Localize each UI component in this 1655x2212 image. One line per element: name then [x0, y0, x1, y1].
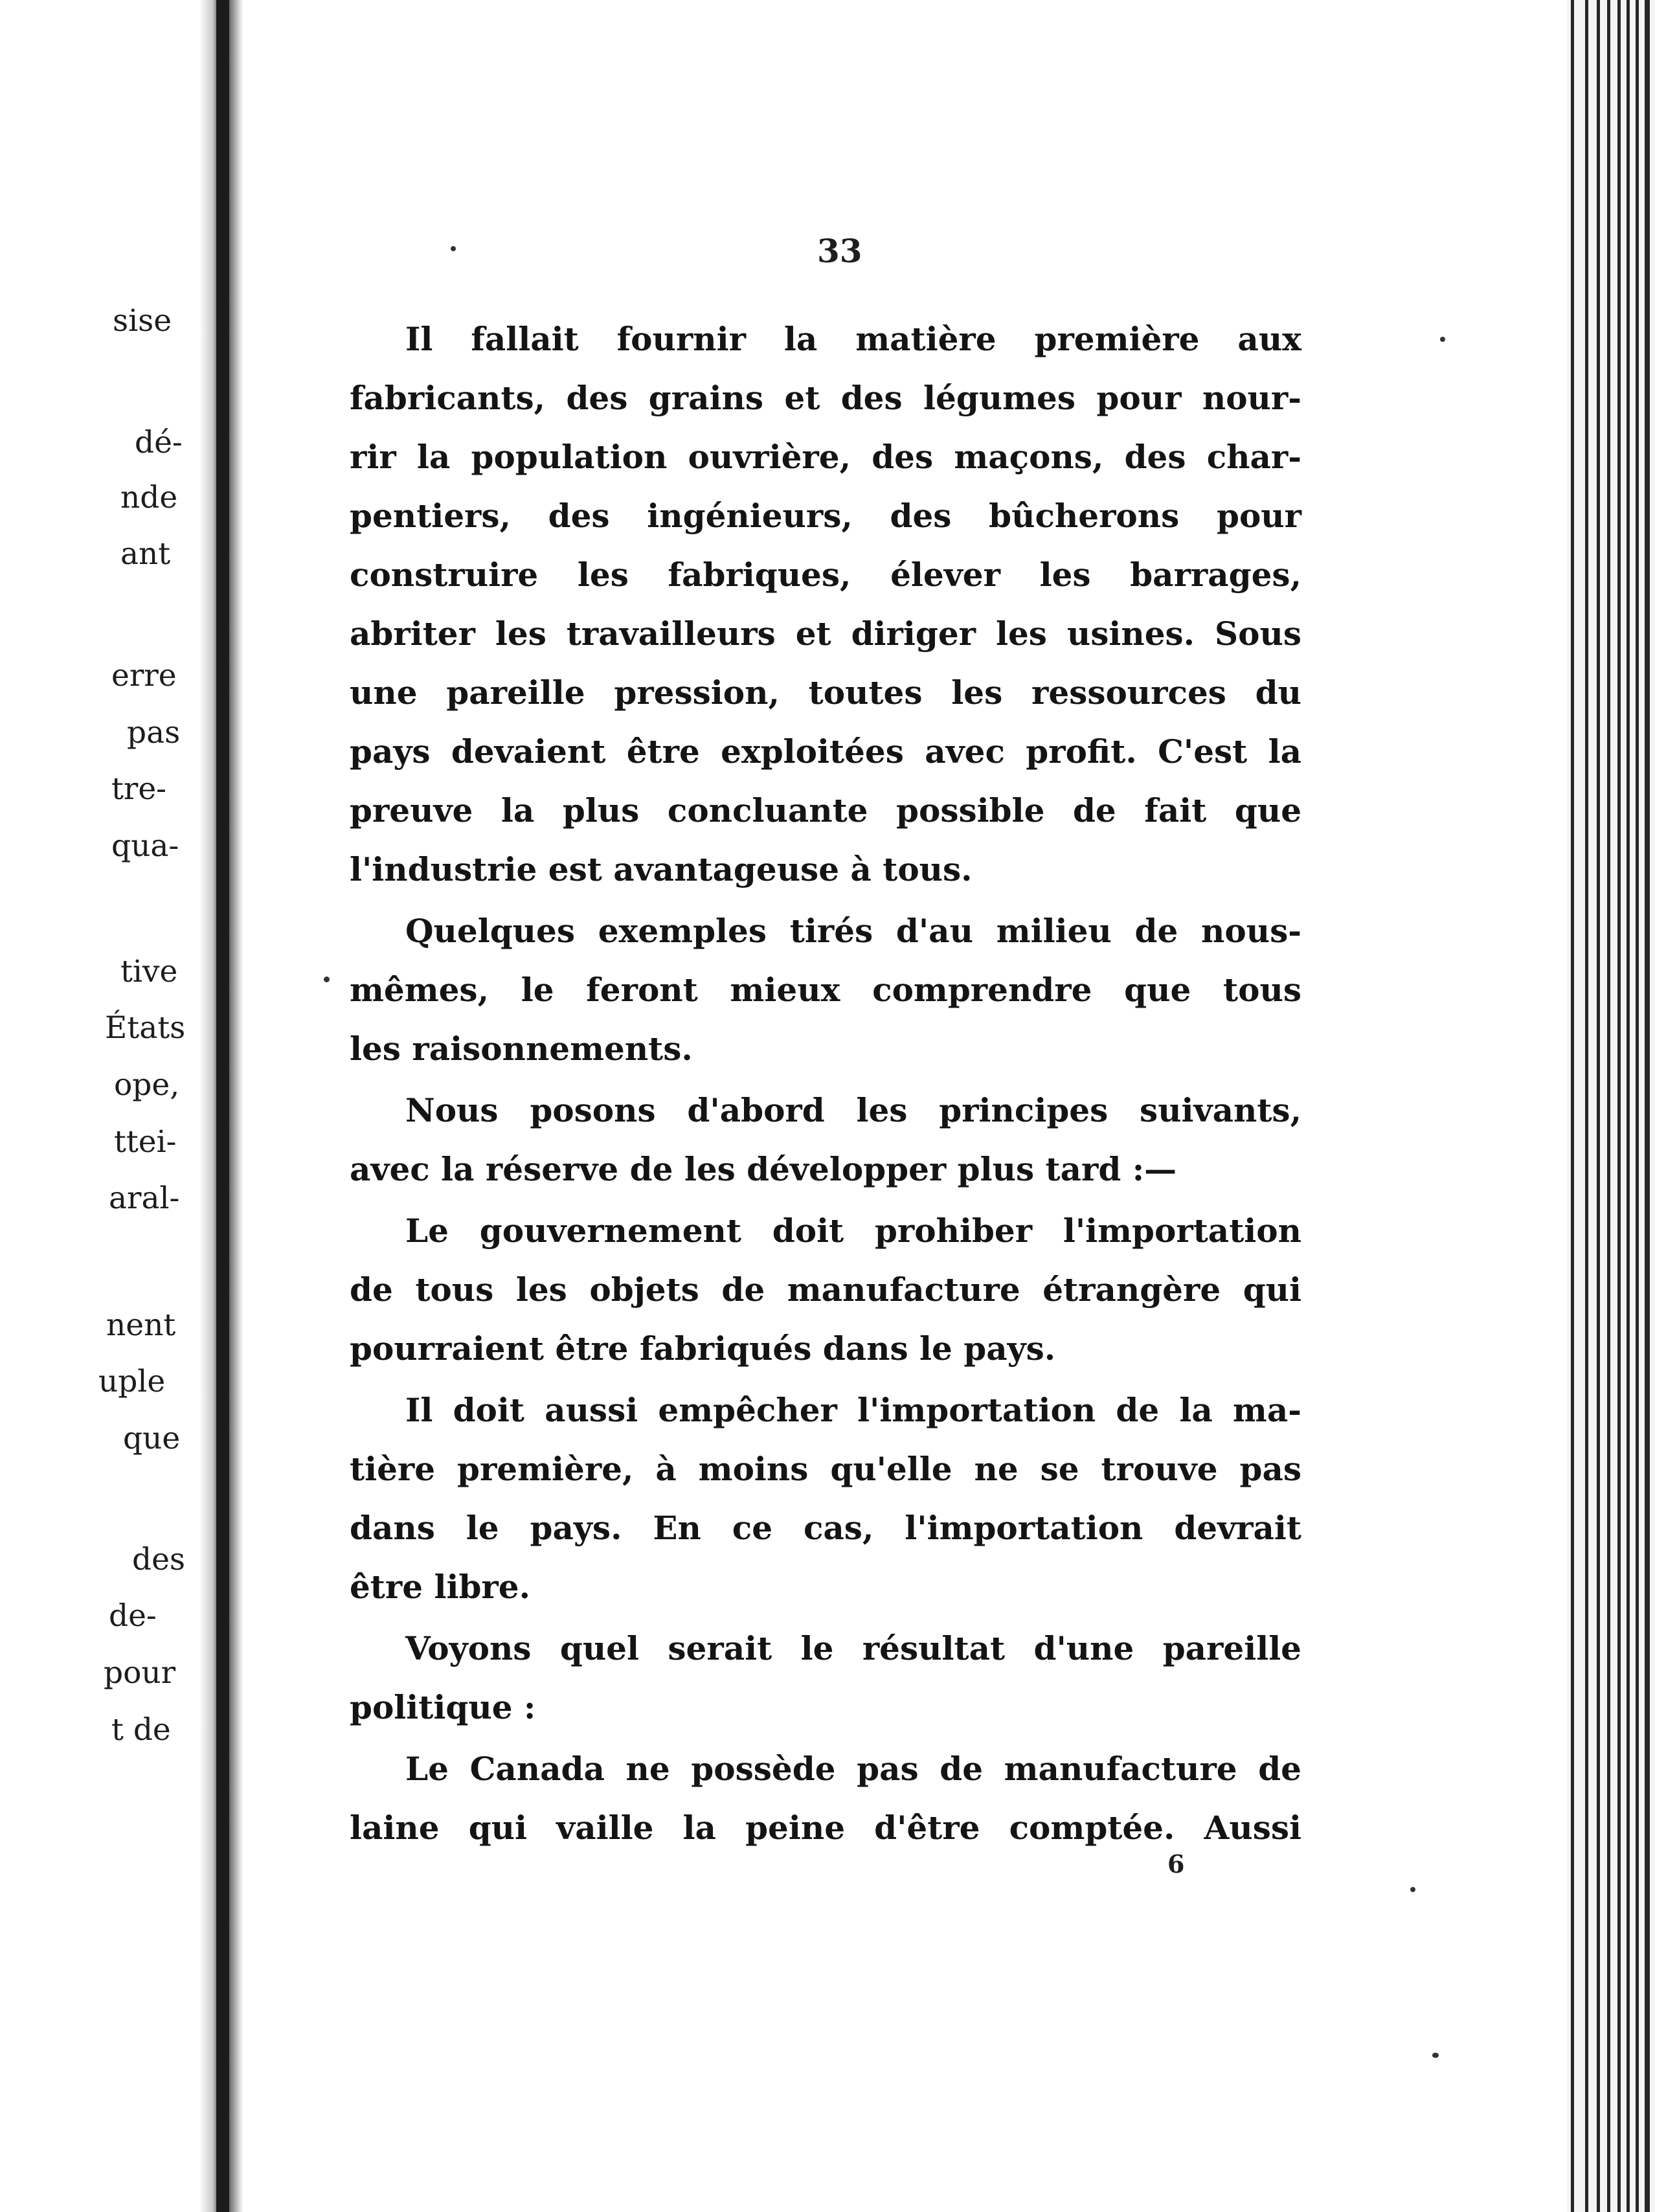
- left-fragment: pour: [104, 1655, 176, 1691]
- left-fragment: ttei-: [114, 1124, 177, 1160]
- text-line: Voyons quel serait le résultat d'une pareille: [405, 1629, 1301, 1667]
- page-edge-line: [1597, 0, 1600, 2212]
- scan-speck: [1440, 337, 1445, 342]
- text-line: pentiers, des ingénieurs, des bûcherons pour: [350, 497, 1301, 535]
- text-line: Il doit aussi empêcher l'importation de la ma-: [405, 1391, 1301, 1429]
- book-gutter: [216, 0, 229, 2212]
- left-fragment: qua-: [111, 828, 179, 864]
- text-line: abriter les travailleurs et diriger les usines. Sous: [350, 615, 1301, 653]
- paragraph-1: [350, 310, 1301, 899]
- scan-speck: [1432, 2053, 1439, 2058]
- left-fragment: sise: [113, 303, 172, 339]
- page-edge-line: [1617, 0, 1621, 2212]
- left-fragment: tre-: [111, 771, 167, 807]
- left-fragment: que: [123, 1421, 181, 1456]
- left-fragment: ope,: [114, 1067, 180, 1103]
- left-fragment: des: [132, 1542, 186, 1577]
- text-line: les raisonnements.: [350, 1030, 693, 1068]
- text-line: laine qui vaille la peine d'être comptée. Aussi: [350, 1809, 1301, 1847]
- text-line: construire les fabriques, élever les barrages,: [350, 556, 1301, 594]
- text-line: rir la population ouvrière, des maçons, des char-: [350, 438, 1301, 476]
- paragraph-2: [350, 901, 1301, 1078]
- text-line: de tous les objets de manufacture étrangère qui: [350, 1270, 1301, 1309]
- scan-speck: [451, 246, 456, 251]
- text-line: Le Canada ne possède pas de manufacture de: [405, 1750, 1301, 1788]
- paragraph-5: [350, 1381, 1301, 1616]
- left-page-edge-shadow: [199, 0, 216, 2212]
- text-line: tière première, à moins qu'elle ne se trouve pas: [350, 1450, 1301, 1488]
- text-line: mêmes, le feront mieux comprendre que tous: [350, 971, 1301, 1009]
- left-fragment: États: [105, 1010, 186, 1046]
- left-fragment: dé-: [135, 425, 183, 460]
- text-line: pays devaient être exploitées avec profit. C'est la: [350, 732, 1301, 771]
- text-line: dans le pays. En ce cas, l'importation devrait: [350, 1509, 1301, 1547]
- text-line: Quelques exemples tirés d'au milieu de nous-: [405, 912, 1301, 950]
- page-edge-line: [1607, 0, 1610, 2212]
- signature-mark: 6: [1167, 1849, 1185, 1879]
- text-line: avec la réserve de les développer plus tard :—: [350, 1150, 1177, 1188]
- body-text: [350, 310, 1301, 1860]
- text-line: Nous posons d'abord les principes suivants,: [405, 1091, 1301, 1129]
- left-fragment: erre: [111, 658, 177, 694]
- left-fragment: nent: [106, 1307, 176, 1343]
- text-line: l'industrie est avantageuse à tous.: [350, 850, 973, 888]
- page-number: 33: [817, 232, 862, 270]
- left-fragment: pas: [127, 715, 181, 751]
- left-fragment: nde: [120, 480, 178, 515]
- left-fragment: ant: [120, 536, 171, 572]
- text-line: Il fallait fournir la matière première aux: [405, 320, 1301, 358]
- paragraph-6: [350, 1619, 1301, 1737]
- left-fragment: de-: [109, 1598, 157, 1634]
- scan-speck: [324, 976, 330, 982]
- gutter-shadow: [229, 0, 243, 2212]
- left-fragment: tive: [120, 954, 178, 989]
- page-edge-line: [1645, 0, 1650, 2212]
- paragraph-7: [350, 1739, 1301, 1857]
- text-line: une pareille pression, toutes les ressources du: [350, 673, 1301, 712]
- text-line: pourraient être fabriqués dans le pays.: [350, 1329, 1056, 1368]
- left-fragment: aral-: [109, 1180, 180, 1216]
- text-line: être libre.: [350, 1568, 530, 1606]
- text-line: politique :: [350, 1688, 536, 1726]
- scan-speck: [1410, 1887, 1415, 1892]
- page-edge-line: [1627, 0, 1630, 2212]
- page-edge-line: [1571, 0, 1574, 2212]
- page-edge-line: [1636, 0, 1639, 2212]
- page-edges: [1567, 0, 1655, 2212]
- paragraph-4: [350, 1201, 1301, 1378]
- text-line: Le gouvernement doit prohiber l'importation: [405, 1212, 1301, 1250]
- left-fragment: t de: [111, 1712, 171, 1748]
- page-edge-line: [1585, 0, 1588, 2212]
- left-fragment: uple: [98, 1364, 166, 1399]
- paragraph-3: [350, 1081, 1301, 1199]
- text-line: preuve la plus concluante possible de fait que: [350, 791, 1301, 830]
- text-line: fabricants, des grains et des légumes pour nour-: [350, 379, 1301, 417]
